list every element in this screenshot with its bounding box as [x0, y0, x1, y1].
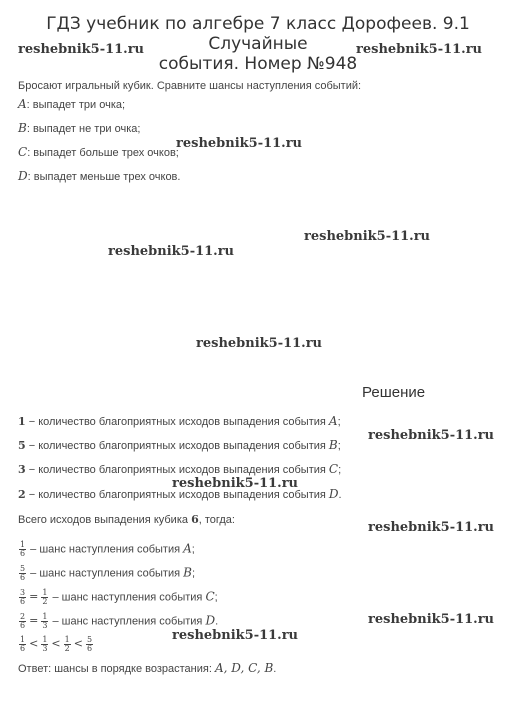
equals-sign: = — [29, 590, 39, 604]
order-line — [18, 636, 94, 653]
chance-event: B — [183, 565, 192, 580]
chance-text: – шанс наступления события — [27, 567, 184, 580]
outcome-text: − количество благоприятных исходов выпадения события — [25, 464, 329, 476]
chance-text: – шанс наступления события — [27, 543, 184, 556]
total-line — [18, 513, 235, 527]
chance-line — [18, 541, 195, 558]
outcome-end: ; — [338, 464, 342, 476]
title-line-1: ГДЗ учебник по алгебре 7 класс Дорофеев. 9.1 Случайные — [46, 14, 470, 54]
event-line — [18, 145, 179, 160]
title-line-2: события. Номер №948 — [158, 54, 358, 74]
fraction: $\frac{3}{6}$ — [20, 588, 26, 606]
event-text: : выпадет меньше трех очков. — [27, 171, 181, 183]
watermark: reshebnik5-11.ru — [18, 42, 145, 57]
watermark: reshebnik5-11.ru — [368, 612, 495, 627]
outcome-event: B — [328, 438, 338, 452]
fraction: $\frac{1}{2}$ — [64, 635, 70, 653]
outcome-count: 1 — [18, 415, 26, 428]
total-post: , тогда: — [198, 514, 235, 526]
chance-line — [18, 565, 195, 582]
outcome-count: 5 — [18, 439, 26, 452]
fraction: $\frac{1}{6}$ — [20, 635, 26, 653]
fraction: $\frac{1}{3}$ — [42, 612, 48, 630]
watermark: reshebnik5-11.ru — [196, 336, 323, 351]
event-letter: D — [18, 169, 28, 183]
answer-events: A, D, C, B — [214, 661, 274, 675]
fraction: $\frac{1}{3}$ — [42, 635, 48, 653]
fraction: $\frac{2}{6}$ — [20, 612, 26, 630]
outcome-event: D — [328, 487, 339, 501]
outcome-text: − количество благоприятных исходов выпадения события — [25, 416, 329, 428]
less-than-sign: < — [51, 637, 61, 651]
outcome-line — [18, 487, 342, 502]
watermark: reshebnik5-11.ru — [172, 628, 299, 643]
watermark: reshebnik5-11.ru — [356, 42, 483, 57]
chance-end: . — [215, 615, 219, 628]
chance-end: ; — [191, 567, 196, 580]
outcome-end: ; — [337, 416, 341, 428]
chance-text: – шанс наступления события — [49, 591, 206, 604]
event-letter: B — [18, 121, 27, 135]
outcome-count: 3 — [18, 463, 26, 476]
outcome-end: ; — [337, 440, 341, 452]
solution-heading: Решение — [362, 384, 426, 401]
equals-sign: = — [29, 614, 39, 628]
chance-event: C — [205, 589, 215, 604]
chance-end: ; — [214, 591, 218, 604]
answer-line — [18, 661, 276, 676]
outcome-line — [18, 462, 341, 477]
watermark: reshebnik5-11.ru — [176, 136, 303, 151]
chance-event: D — [205, 613, 216, 628]
chance-line — [18, 613, 218, 630]
outcome-line — [18, 438, 341, 453]
outcome-line — [18, 414, 341, 429]
event-text: : выпадет три очка; — [26, 99, 126, 111]
event-letter: C — [18, 145, 28, 159]
chance-event: A — [183, 541, 192, 556]
event-letter: A — [18, 97, 27, 111]
event-line — [18, 121, 140, 136]
chance-text: – шанс наступления события — [49, 615, 206, 628]
fraction: $\frac{5}{6}$ — [20, 564, 26, 582]
less-than-sign: < — [29, 637, 39, 651]
total-pre: Всего исходов выпадения кубика — [18, 514, 192, 526]
outcome-text: − количество благоприятных исходов выпадения события — [25, 489, 329, 501]
watermark: reshebnik5-11.ru — [368, 520, 495, 535]
outcome-end: . — [338, 489, 342, 501]
outcome-event: A — [328, 414, 338, 428]
chance-end: ; — [191, 543, 195, 556]
event-line — [18, 169, 180, 184]
fraction: $\frac{1}{6}$ — [20, 540, 26, 558]
fraction: $\frac{5}{6}$ — [86, 635, 93, 653]
answer-end: . — [273, 663, 277, 675]
outcome-event: C — [328, 462, 339, 476]
event-line — [18, 97, 125, 112]
event-text: : выпадет больше трех очков; — [27, 147, 179, 159]
event-text: : выпадет не три очка; — [26, 123, 141, 135]
total-count: 6 — [191, 513, 199, 526]
problem-intro: Бросают игральный кубик. Сравните шансы наступления событий: — [18, 80, 362, 92]
chance-line — [18, 589, 218, 606]
outcome-count: 2 — [18, 488, 26, 501]
less-than-sign: < — [73, 637, 83, 651]
watermark: reshebnik5-11.ru — [304, 229, 431, 244]
answer-prefix: Ответ: шансы в порядке возрастания: — [18, 663, 215, 675]
fraction: $\frac{1}{2}$ — [42, 588, 48, 606]
outcome-text: − количество благоприятных исходов выпадения события — [25, 440, 329, 452]
watermark: reshebnik5-11.ru — [368, 428, 495, 443]
watermark: reshebnik5-11.ru — [172, 476, 299, 491]
watermark: reshebnik5-11.ru — [108, 244, 235, 259]
